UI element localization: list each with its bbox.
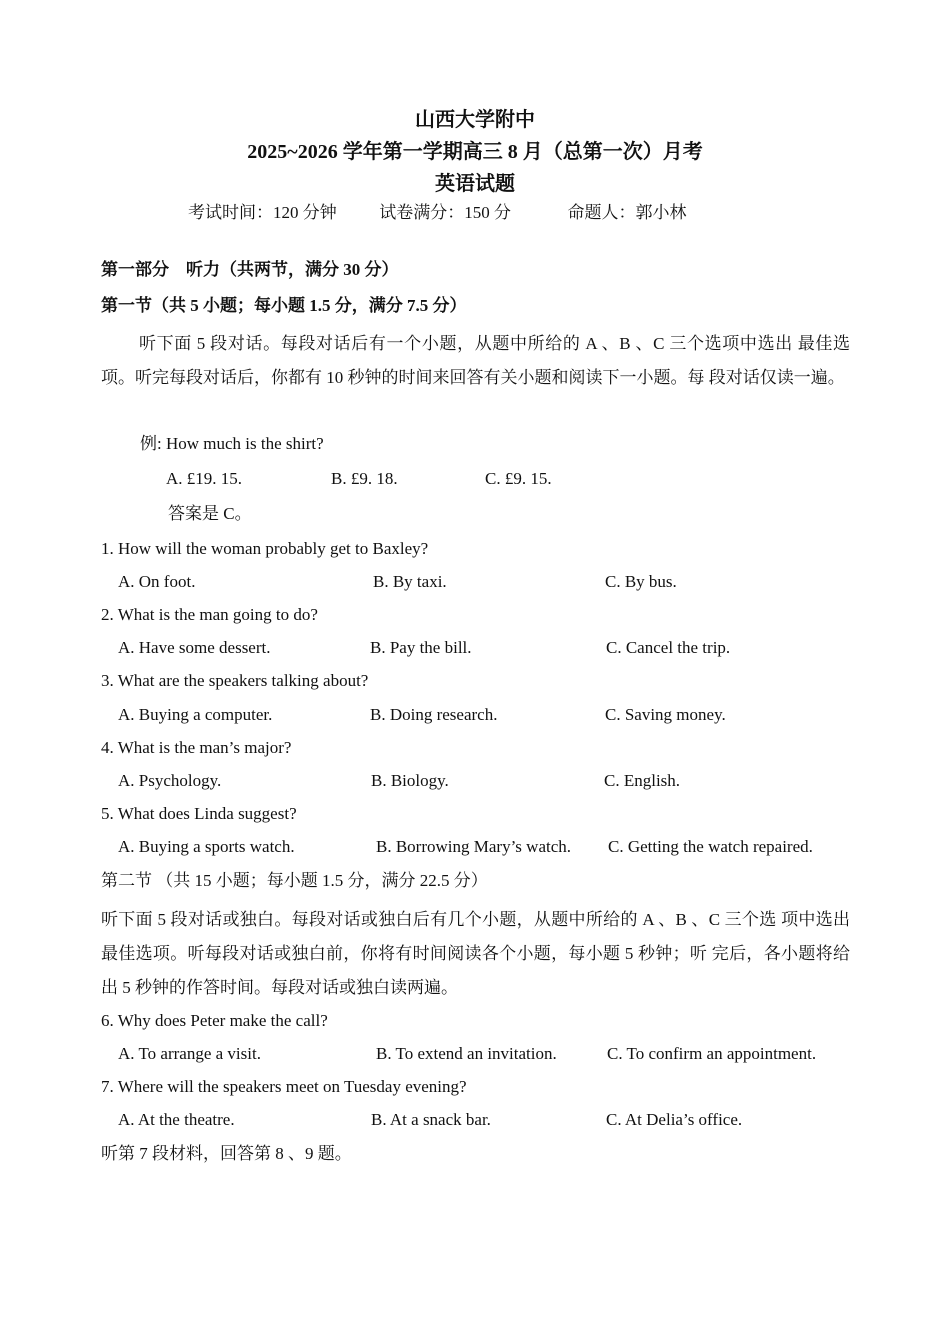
section1-title: 第一节（共 5 小题；每小题 1.5 分，满分 7.5 分）	[101, 296, 467, 315]
q5-option-c: C. Getting the watch repaired.	[608, 837, 813, 856]
exam-author: 命题人：郭小林	[567, 203, 687, 222]
q6-option-b: B. To extend an invitation.	[376, 1044, 557, 1063]
q4-option-c: C. English.	[604, 771, 681, 790]
q4-option-a: A. Psychology.	[118, 771, 222, 790]
q5-option-b: B. Borrowing Mary’s watch.	[376, 837, 572, 856]
question-6: 6. Why does Peter make the call?	[101, 1011, 328, 1030]
example-question: 例: How much is the shirt?	[140, 434, 324, 453]
section2-instructions: 听下面 5 段对话或独白。每段对话或独白后有几个小题，从题中所给的 A 、B 、C 三个选 项中选出最佳选项。听每段对话或独白前，你将有时间阅读各个小题，每小题 5 秒钟；听 完后，各小题将给出 5 秒钟的作答时间。每段对话或独白读两遍。	[101, 910, 850, 997]
q4-option-b: B. Biology.	[371, 771, 449, 790]
q7-option-a: A. At the theatre.	[118, 1110, 235, 1129]
q7-option-b: B. At a snack bar.	[371, 1110, 491, 1129]
example-answer: 答案是 C。	[168, 504, 252, 523]
question-7: 7. Where will the speakers meet on Tuesday evening?	[101, 1077, 467, 1096]
q1-option-a: A. On foot.	[118, 572, 196, 591]
q7-option-c: C. At Delia’s office.	[606, 1110, 743, 1129]
exam-meta	[188, 201, 687, 225]
section2-title: 第二节 （共 15 小题；每小题 1.5 分，满分 22.5 分）	[101, 871, 488, 890]
question-4: 4. What is the man’s major?	[101, 738, 292, 757]
exam-time: 考试时间：120 分钟	[188, 203, 337, 222]
material-note: 听第 7 段材料，回答第 8 、9 题。	[101, 1144, 352, 1163]
question-3: 3. What are the speakers talking about?	[101, 671, 369, 690]
exam-score: 试卷满分：150 分	[379, 203, 511, 222]
question-5: 5. What does Linda suggest?	[101, 804, 297, 823]
q3-option-a: A. Buying a computer.	[118, 705, 273, 724]
section1-instructions: 听下面 5 段对话。每段对话后有一个小题，从题中所给的 A 、B 、C 三个选项中选出 最佳选项。听完每段对话后，你都有 10 秒钟的时间来回答有关小题和阅读下一小题。每 段对话仅读一遍。	[101, 334, 850, 387]
q2-option-a: A. Have some dessert.	[118, 638, 271, 657]
exam-title: 2025~2026 学年第一学期高三 8 月（总第一次）月考	[247, 141, 703, 163]
q6-option-a: A. To arrange a visit.	[118, 1044, 261, 1063]
school-name: 山西大学附中	[415, 109, 535, 131]
example-option-a: A. £19. 15.	[166, 469, 243, 488]
q2-option-c: C. Cancel the trip.	[606, 638, 731, 657]
q5-option-a: A. Buying a sports watch.	[118, 837, 295, 856]
question-2: 2. What is the man going to do?	[101, 605, 318, 624]
q3-option-b: B. Doing research.	[370, 705, 498, 724]
example-option-b: B. £9. 18.	[331, 469, 398, 488]
q1-option-c: C. By bus.	[605, 572, 677, 591]
part1-title: 第一部分 听力（共两节，满分 30 分）	[101, 260, 399, 279]
q6-option-c: C. To confirm an appointment.	[607, 1044, 817, 1063]
subject-title: 英语试题	[435, 173, 515, 195]
q1-option-b: B. By taxi.	[373, 572, 447, 591]
example-option-c: C. £9. 15.	[485, 469, 552, 488]
question-1: 1. How will the woman probably get to Baxley?	[101, 539, 429, 558]
q2-option-b: B. Pay the bill.	[370, 638, 472, 657]
q3-option-c: C. Saving money.	[605, 705, 726, 724]
